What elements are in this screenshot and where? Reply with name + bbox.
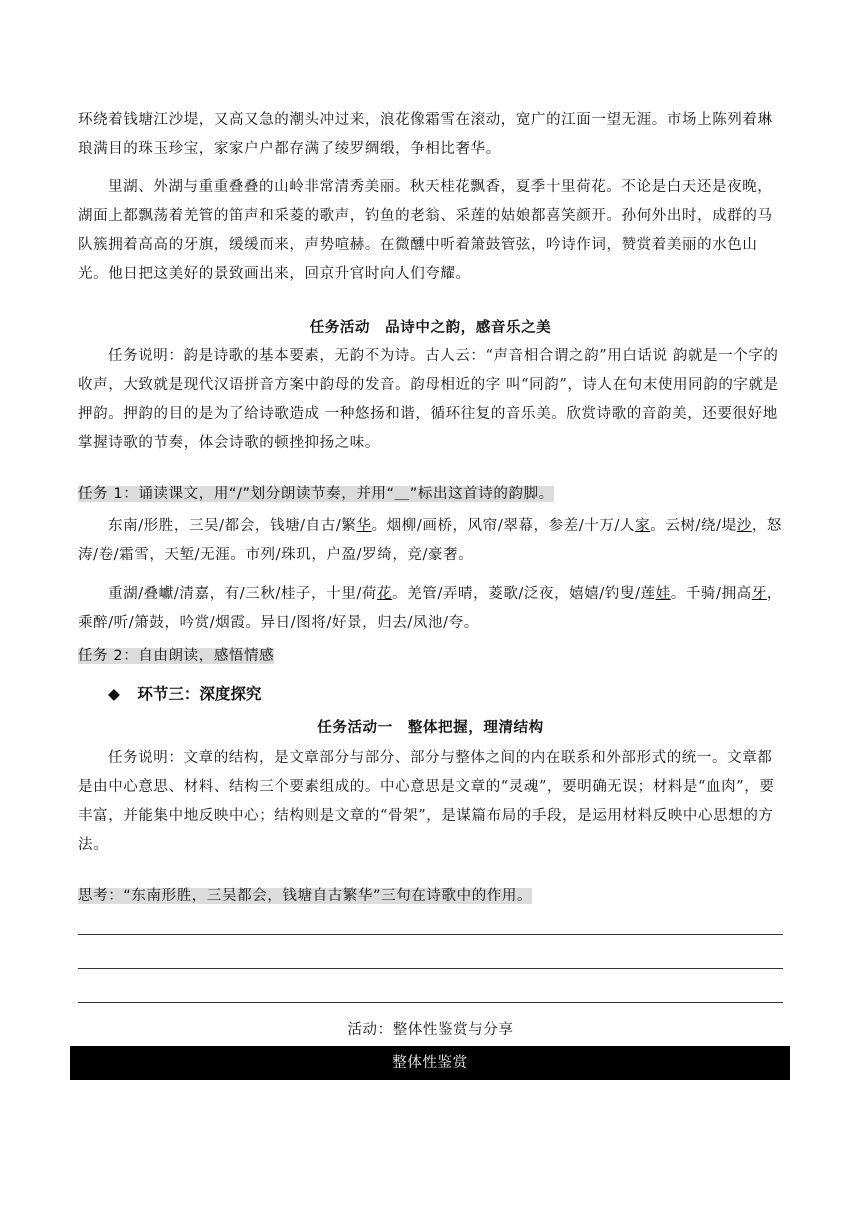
answer-line-1[interactable] (78, 934, 783, 935)
section-heading (108, 682, 261, 704)
answer-line-3[interactable] (78, 1002, 783, 1003)
activity-title-1: 任务活动 品诗中之韵，感音乐之美 (309, 319, 552, 336)
poem-text: 重湖/叠巘/清嘉，有/三秋/桂子，十里/荷 (108, 586, 378, 602)
appreciation-bar: 整体性鉴赏 (70, 1046, 790, 1080)
poem-text: ，乘醉/听/箫鼓，吟赏/烟霞。异日/图将/好景，归去/凤池/夸。 (78, 586, 783, 631)
section-title: 环节三：深度探究 (137, 685, 262, 703)
rhyme-mark: 牙 (751, 586, 767, 602)
think-question-text: 思考：“东南形胜，三吴都会，钱塘自古繁华”三句在诗歌中的作用。 (78, 888, 533, 904)
task-2 (78, 642, 783, 671)
poem-text: 。烟柳/画桥，风帘/翠幕，参差/十万/人 (371, 518, 636, 534)
poem-stanza-1 (78, 512, 783, 570)
rhyme-mark: 花 (377, 586, 393, 602)
task-1-text: 任务 1：诵读课文，用“/”划分朗读节奏，并用“＿”标出这首诗的韵脚。 (78, 486, 554, 502)
activity-title-2: 任务活动一 整体把握，理清结构 (317, 719, 544, 736)
task-2-text: 任务 2：自由朗读，感悟情感 (78, 648, 275, 664)
poem-text: 。云树/绕/堤 (650, 518, 737, 534)
poem-text: 东南/形胜，三吴/都会，钱塘/自古/繁 (108, 518, 357, 534)
think-question (78, 882, 783, 911)
rhyme-mark: 华 (356, 518, 372, 534)
task-1 (78, 480, 783, 509)
poem-stanza-2 (78, 580, 783, 638)
rhyme-mark: 娃 (655, 586, 671, 602)
activity-label: 活动：整体性鉴赏与分享 (347, 1022, 514, 1038)
poem-text: 。千骑/拥高 (670, 586, 752, 602)
diamond-bullet-icon: ◆ (108, 685, 120, 703)
intro-paragraph-1: 环绕着钱塘江沙堤，又高又急的潮头冲过来，浪花像霜雪在滚动，宽广的江面一望无涯。市场上陈列着琳琅满目的珠玉珍宝，家家户户都存满了绫罗绸缎，争相比奢华。 (78, 112, 773, 157)
activity-description-1: 任务说明：韵是诗歌的基本要素，无韵不为诗。古人云：“声音相合谓之韵”用白话说 韵就是一个字的收声，大致就是现代汉语拼音方案中韵母的发音。韵母相近的字 叫“同韵”，诗人在句末使用同韵的字就是押韵。押韵的目的是为了给诗歌造成 一种悠扬和谐，循环往复的音乐美。欣赏诗歌的音韵美，还要很好地掌握诗歌的节奏，体会诗歌的顿挫抑扬之味。 (78, 348, 779, 451)
rhyme-mark: 沙 (736, 518, 752, 534)
poem-text: ，怒涛/卷/霜雪，天堑/无涯。市列/珠玑，户盈/罗绮，竞/豪奢。 (78, 518, 783, 563)
intro-paragraph-2: 里湖、外湖与重重叠叠的山岭非常清秀美丽。秋天桂花飘香，夏季十里荷花。不论是白天还是夜晚，湖面上都飘荡着羌管的笛声和采菱的歌声，钓鱼的老翁、采莲的姑娘都喜笑颜开。孙何外出时，成群的马队簇拥着高高的牙旗，缓缓而来，声势喧赫。在微醺中听着箫鼓管弦，吟诗作词，赞赏着美丽的水色山光。他日把这美好的景致画出来，回京升官时向人们夸耀。 (78, 179, 773, 282)
answer-line-2[interactable] (78, 968, 783, 969)
rhyme-mark: 家 (635, 518, 651, 534)
poem-text: 。羌管/弄晴，菱歌/泛夜，嬉嬉/钓叟/莲 (392, 586, 656, 602)
activity-description-2: 任务说明：文章的结构，是文章部分与部分、部分与整体之间的内在联系和外部形式的统一。文章都是由中心意思、材料、结构三个要素组成的。中心意思是文章的“灵魂”，要明确无误；材料是“血肉”，要丰富，并能集中地反映中心；结构则是文章的“骨架”，是谋篇布局的手段，是运用材料反映中心思想的方法。 (78, 750, 775, 853)
